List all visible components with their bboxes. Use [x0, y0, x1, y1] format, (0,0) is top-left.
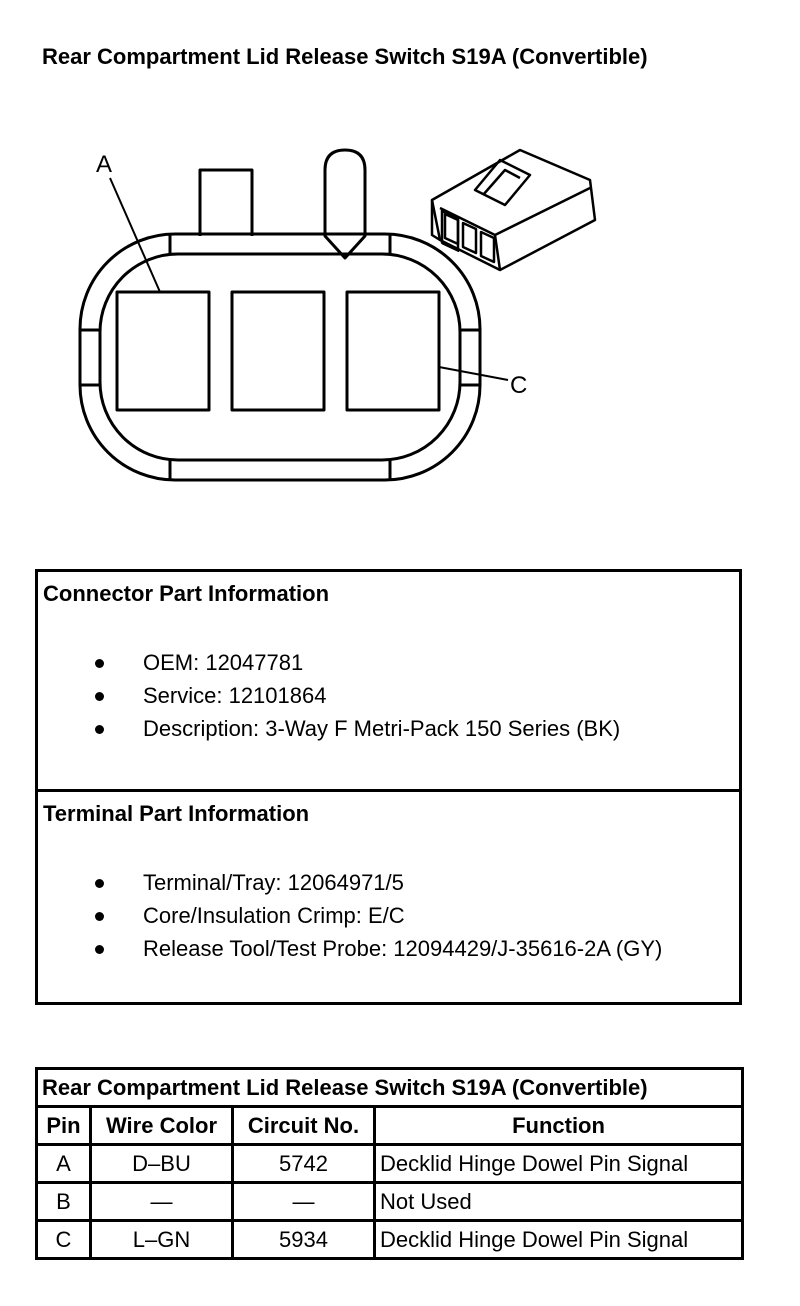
col-header-function: Function	[375, 1107, 743, 1145]
connector-diagram	[0, 130, 800, 510]
connector-info-heading: Connector Part Information	[43, 581, 330, 606]
cell-function: Decklid Hinge Dowel Pin Signal	[375, 1221, 743, 1259]
cell-wire-color: —	[91, 1183, 233, 1221]
part-info-box	[35, 569, 742, 1005]
connector-latch-tab	[200, 170, 252, 236]
terminal-cavity-c	[347, 292, 439, 410]
cell-pin: C	[37, 1221, 91, 1259]
cell-circuit: —	[233, 1183, 375, 1221]
connector-lock-finger	[325, 150, 365, 258]
cell-circuit: 5742	[233, 1145, 375, 1183]
terminal-cavity-b	[232, 292, 324, 410]
table-row	[37, 1221, 743, 1259]
cell-pin: A	[37, 1145, 91, 1183]
col-header-wire-color: Wire Color	[91, 1107, 233, 1145]
pin-table	[35, 1067, 744, 1260]
bullet-icon	[95, 725, 104, 734]
cell-wire-color: L–GN	[91, 1221, 233, 1259]
bullet-icon	[95, 879, 104, 888]
bullet-icon	[95, 912, 104, 921]
callout-line-c	[439, 367, 508, 380]
table-row	[37, 1145, 743, 1183]
page-title: Rear Compartment Lid Release Switch S19A (Convertible)	[42, 44, 648, 69]
connector-part-info: Connector Part Information OEM: 12047781 Service: 12101864 Description: 3-Way F Metri-Pack 150 Series (BK)	[38, 572, 739, 792]
terminal-info-heading: Terminal Part Information	[43, 801, 310, 826]
terminal-cavity-a	[117, 292, 209, 410]
table-caption-row	[37, 1069, 743, 1107]
callout-line-a	[110, 178, 160, 292]
table-header-row	[37, 1107, 743, 1145]
connector-perspective-sketch	[432, 150, 595, 270]
cell-wire-color: D–BU	[91, 1145, 233, 1183]
col-header-circuit: Circuit No.	[233, 1107, 375, 1145]
table-caption: Rear Compartment Lid Release Switch S19A (Convertible)	[37, 1069, 743, 1107]
bullet-icon	[95, 692, 104, 701]
cell-function: Not Used	[375, 1183, 743, 1221]
col-header-pin: Pin	[37, 1107, 91, 1145]
cell-function: Decklid Hinge Dowel Pin Signal	[375, 1145, 743, 1183]
table-row	[37, 1183, 743, 1221]
bullet-icon	[95, 659, 104, 668]
cell-circuit: 5934	[233, 1221, 375, 1259]
terminal-part-info: Terminal Part Information Terminal/Tray: 12064971/5 Core/Insulation Crimp: E/C Release Tool/Test Probe: 12094429/J-35616-2A (GY)	[43, 801, 663, 961]
connector-housing-inner	[100, 254, 460, 460]
connector-housing-outer	[80, 234, 480, 480]
callout-label-c: C	[510, 372, 528, 399]
cell-pin: B	[37, 1183, 91, 1221]
bullet-icon	[95, 945, 104, 954]
callout-label-a: A	[96, 151, 113, 178]
